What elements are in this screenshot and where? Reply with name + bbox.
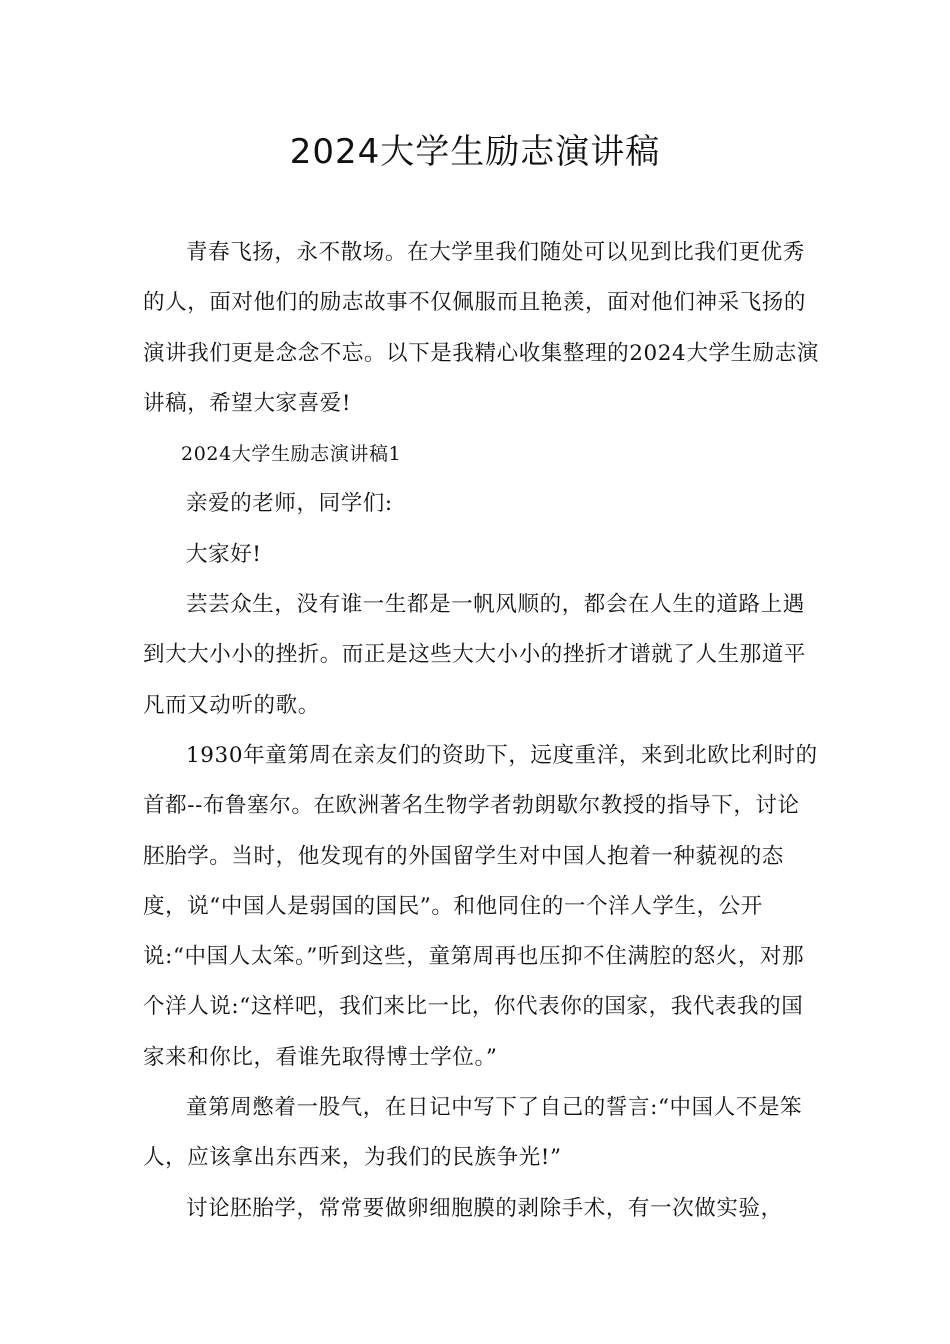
body-paragraph: 1930年童第周在亲友们的资助下，远度重洋，来到北欧比利时的首都--布鲁塞尔。在欧洲著名生物学者勃朗歇尔教授的指导下，讨论胚胎学。当时，他发现有的外国留学生对中国人抱着一种藐视的态度，说“中国人是弱国的国民”。和他同住的一个洋人学生，公开说:“中国人太笨。”听到这些，童第周再也压抑不住满腔的怒火，对那个洋人说:“这样吧，我们来比一比，你代表你的国家，我代表我的国家来和你比，看谁先取得博士学位。” [143, 742, 818, 1070]
body-paragraph: 讨论胚胎学，常常要做卵细胞膜的剥除手术，有一次做实验， [186, 1195, 783, 1221]
document-title: 2024大学生励志演讲稿 [289, 132, 661, 172]
body-paragraph: 芸芸众生，没有谁一生都是一帆风顺的，都会在人生的道路上遇到大大小小的挫折。而正是这些大大小小的挫折才谱就了人生那道平凡而又动听的歌。 [143, 592, 807, 718]
section-heading: 2024大学生励志演讲稿1 [181, 443, 402, 466]
intro-paragraph: 青春飞扬，永不散场。在大学里我们随处可以见到比我们更优秀的人，面对他们的励志故事不仅佩服而且艳羡，面对他们神采飞扬的演讲我们更是念念不忘。以下是我精心收集整理的2024大学生励志演讲稿，希望大家喜爱! [143, 240, 819, 416]
greeting: 大家好! [186, 541, 262, 567]
salutation: 亲爱的老师，同学们: [186, 491, 393, 517]
document-body [143, 228, 819, 1234]
body-paragraph: 童第周憋着一股气，在日记中写下了自己的誓言:“中国人不是笨人，应该拿出东西来，为我们的民族争光!” [143, 1095, 803, 1171]
